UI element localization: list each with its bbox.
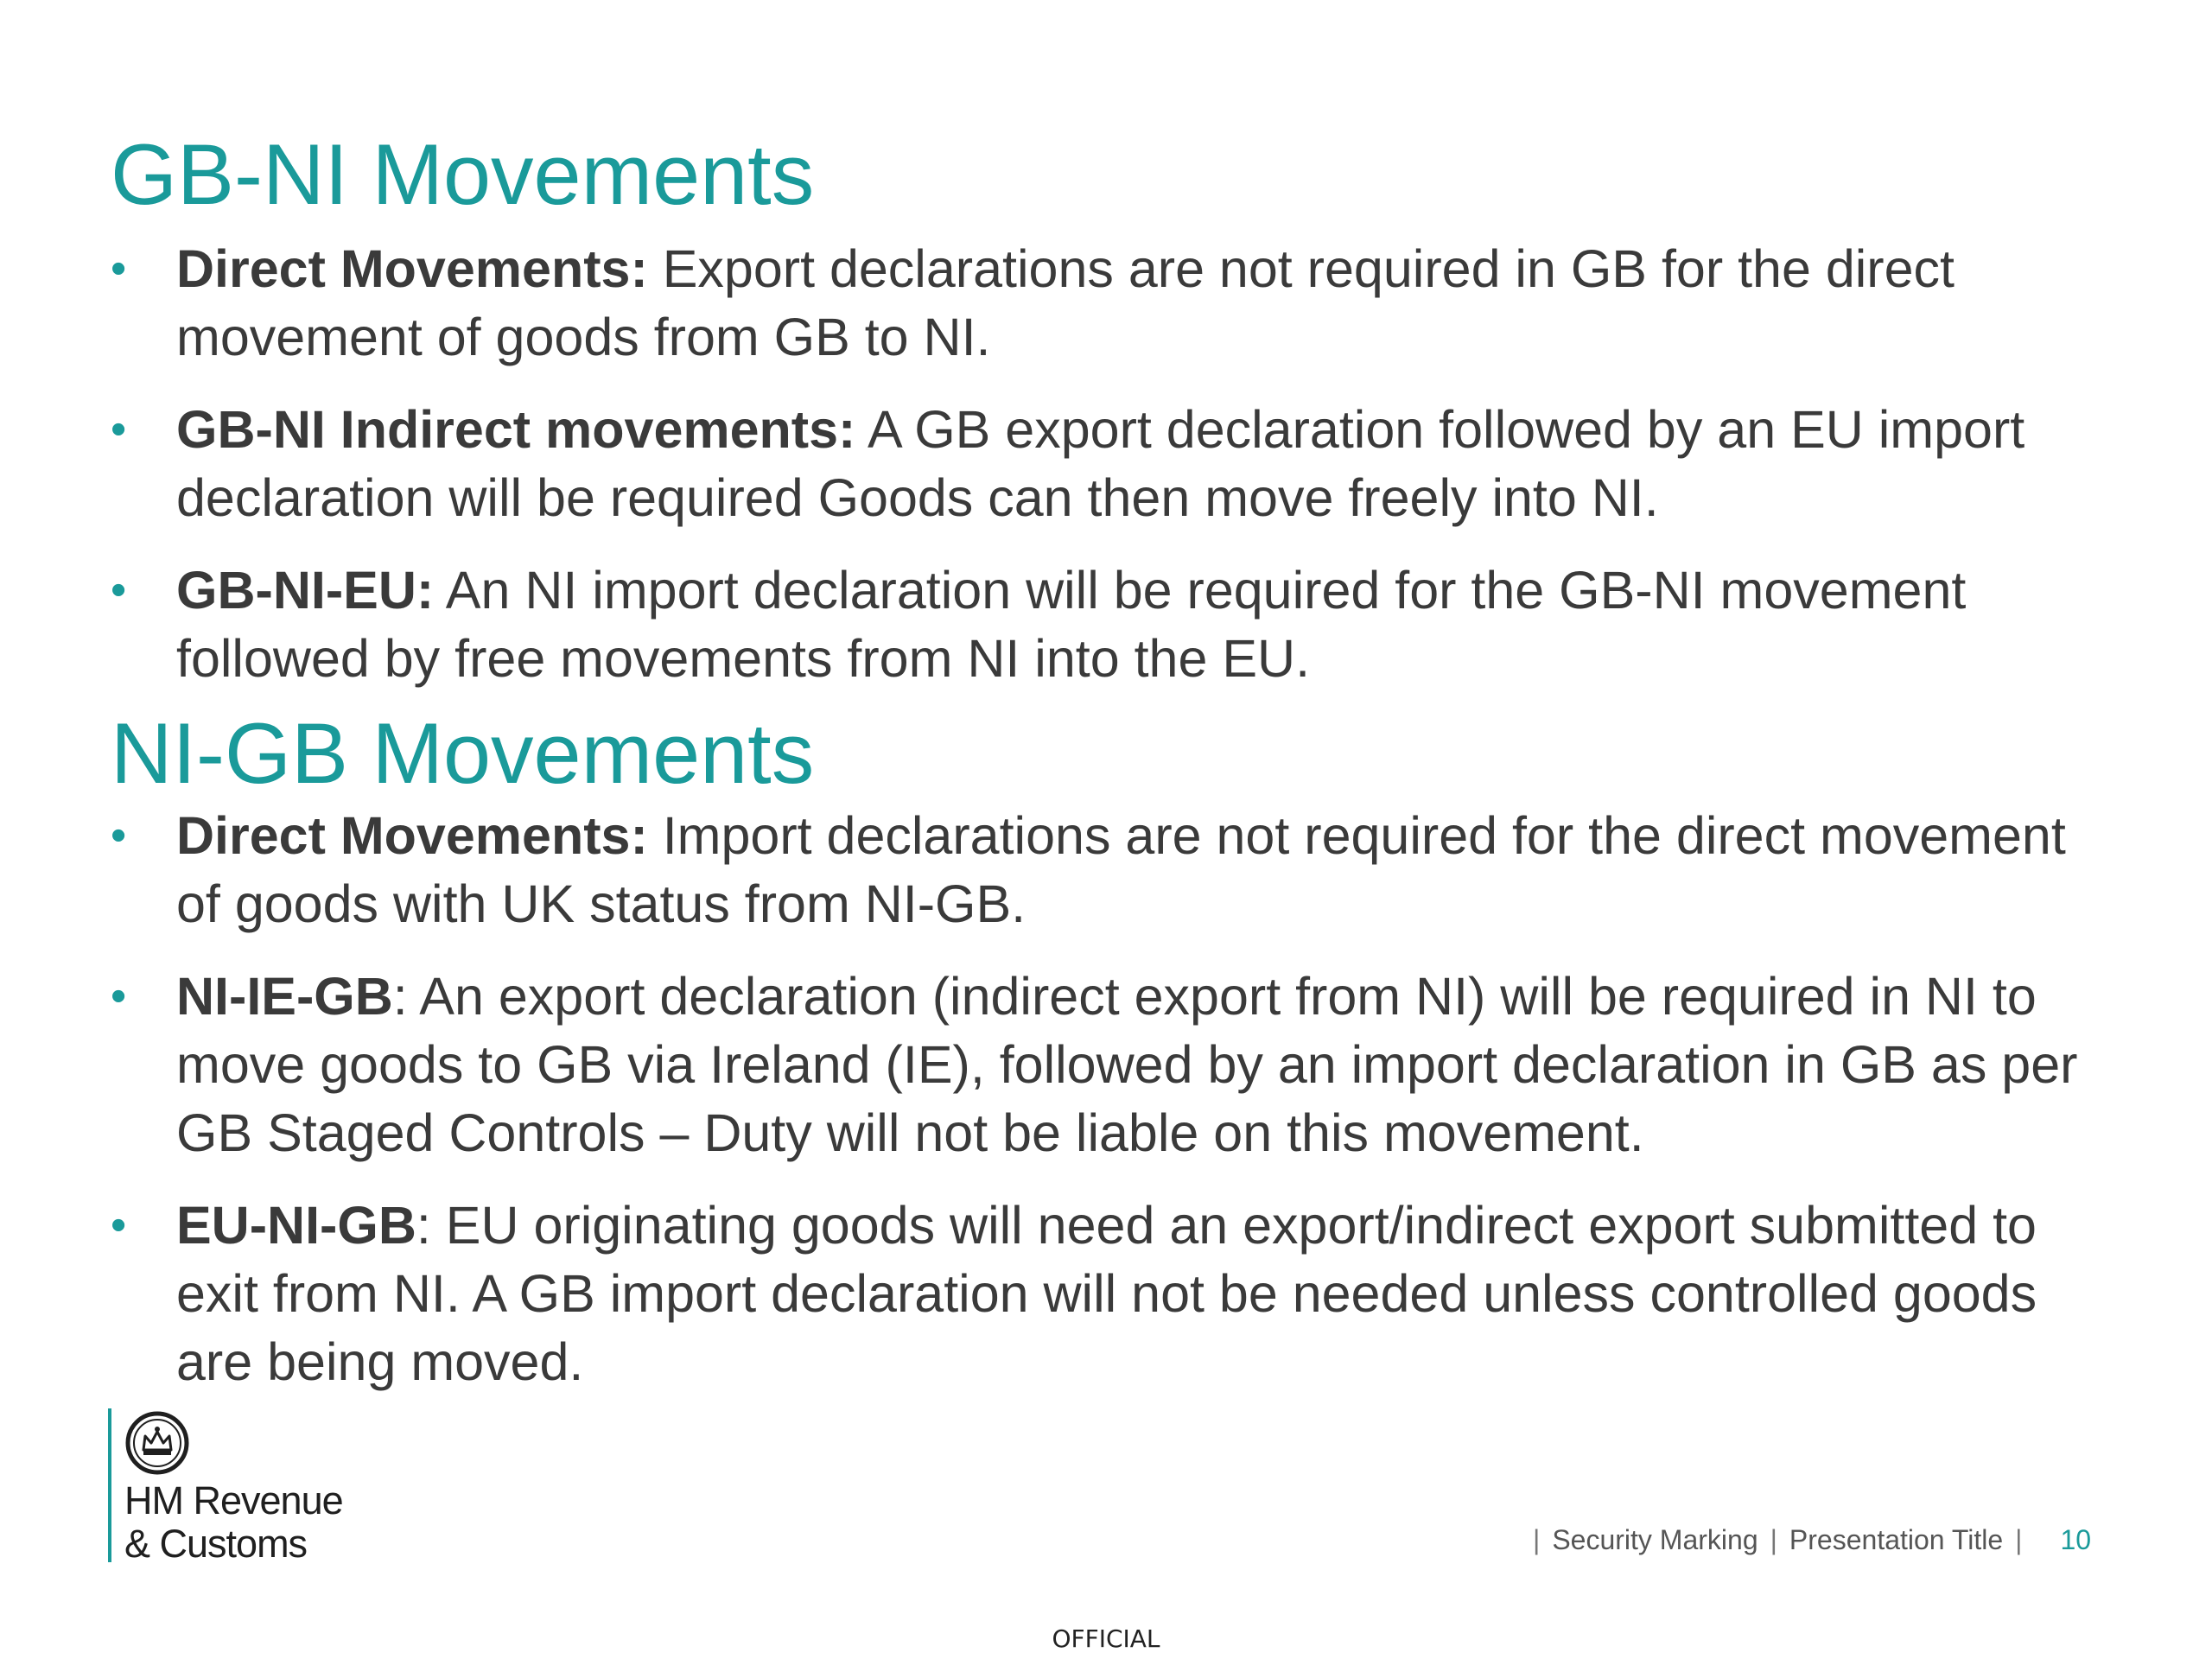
- bullet-icon: •: [111, 810, 127, 861]
- crown-crest-icon: [123, 1408, 192, 1478]
- bullet-list-gb-ni: [111, 235, 2098, 717]
- footer-separator: |: [1533, 1524, 1541, 1555]
- bullet-icon: •: [111, 1200, 127, 1250]
- logo-line-1: HM Revenue: [124, 1478, 343, 1522]
- bullet-text: : An export declaration (indirect export from NI) will be required in NI to move goods to GB via Ireland (IE), followed by an import declaration in GB as per GB Staged Controls – Duty will not be liable on this movement.: [176, 967, 2078, 1162]
- bullet-icon: •: [111, 971, 127, 1021]
- bullet-icon: •: [111, 565, 127, 615]
- bullet-text: Import declarations are not required for the direct movement of goods with UK status from NI-GB.: [176, 806, 2066, 933]
- footer-presentation-title: Presentation Title: [1789, 1524, 2004, 1555]
- bullet-text: : EU originating goods will need an export/indirect export submitted to exit from NI. A GB import declaration will not be needed unless controlled goods are being moved.: [176, 1196, 2037, 1391]
- bullet-icon: •: [111, 244, 127, 294]
- slide-footer: [1521, 1524, 2091, 1556]
- logo-line-2: & Customs: [124, 1522, 308, 1566]
- footer-separator: |: [1770, 1524, 1777, 1555]
- bullet-term: GB-NI Indirect movements:: [176, 400, 856, 459]
- bullet-term: Direct Movements:: [176, 806, 648, 865]
- bullet-term: GB-NI-EU:: [176, 561, 435, 620]
- footer-separator: |: [2015, 1524, 2023, 1555]
- organisation-logo: [124, 1479, 343, 1566]
- bullet-list-ni-gb: [111, 802, 2098, 1421]
- bullet-term: Direct Movements:: [176, 239, 648, 298]
- page-number: 10: [2060, 1524, 2092, 1555]
- heading-gb-ni-movements: GB-NI Movements: [111, 126, 815, 222]
- heading-ni-gb-movements: NI-GB Movements: [111, 705, 815, 801]
- bullet-text: A GB export declaration followed by an EU import declaration will be required Goods can then move freely into NI.: [176, 400, 2025, 527]
- classification-marking: OFFICIAL: [1052, 1624, 1160, 1653]
- bullet-item: [111, 235, 2098, 372]
- bullet-item: [111, 396, 2098, 532]
- bullet-item: [111, 802, 2098, 938]
- bullet-item: [111, 963, 2098, 1167]
- bullet-term: EU-NI-GB: [176, 1196, 416, 1255]
- bullet-item: [111, 556, 2098, 693]
- bullet-item: [111, 1192, 2098, 1396]
- bullet-text: An NI import declaration will be required for the GB-NI movement followed by free movements from NI into the EU.: [176, 561, 1967, 688]
- bullet-text: Export declarations are not required in GB for the direct movement of goods from GB to NI.: [176, 239, 1955, 366]
- bullet-term: NI-IE-GB: [176, 967, 393, 1026]
- footer-security-marking: Security Marking: [1552, 1524, 1758, 1555]
- bullet-icon: •: [111, 404, 127, 454]
- logo-divider: [108, 1408, 111, 1562]
